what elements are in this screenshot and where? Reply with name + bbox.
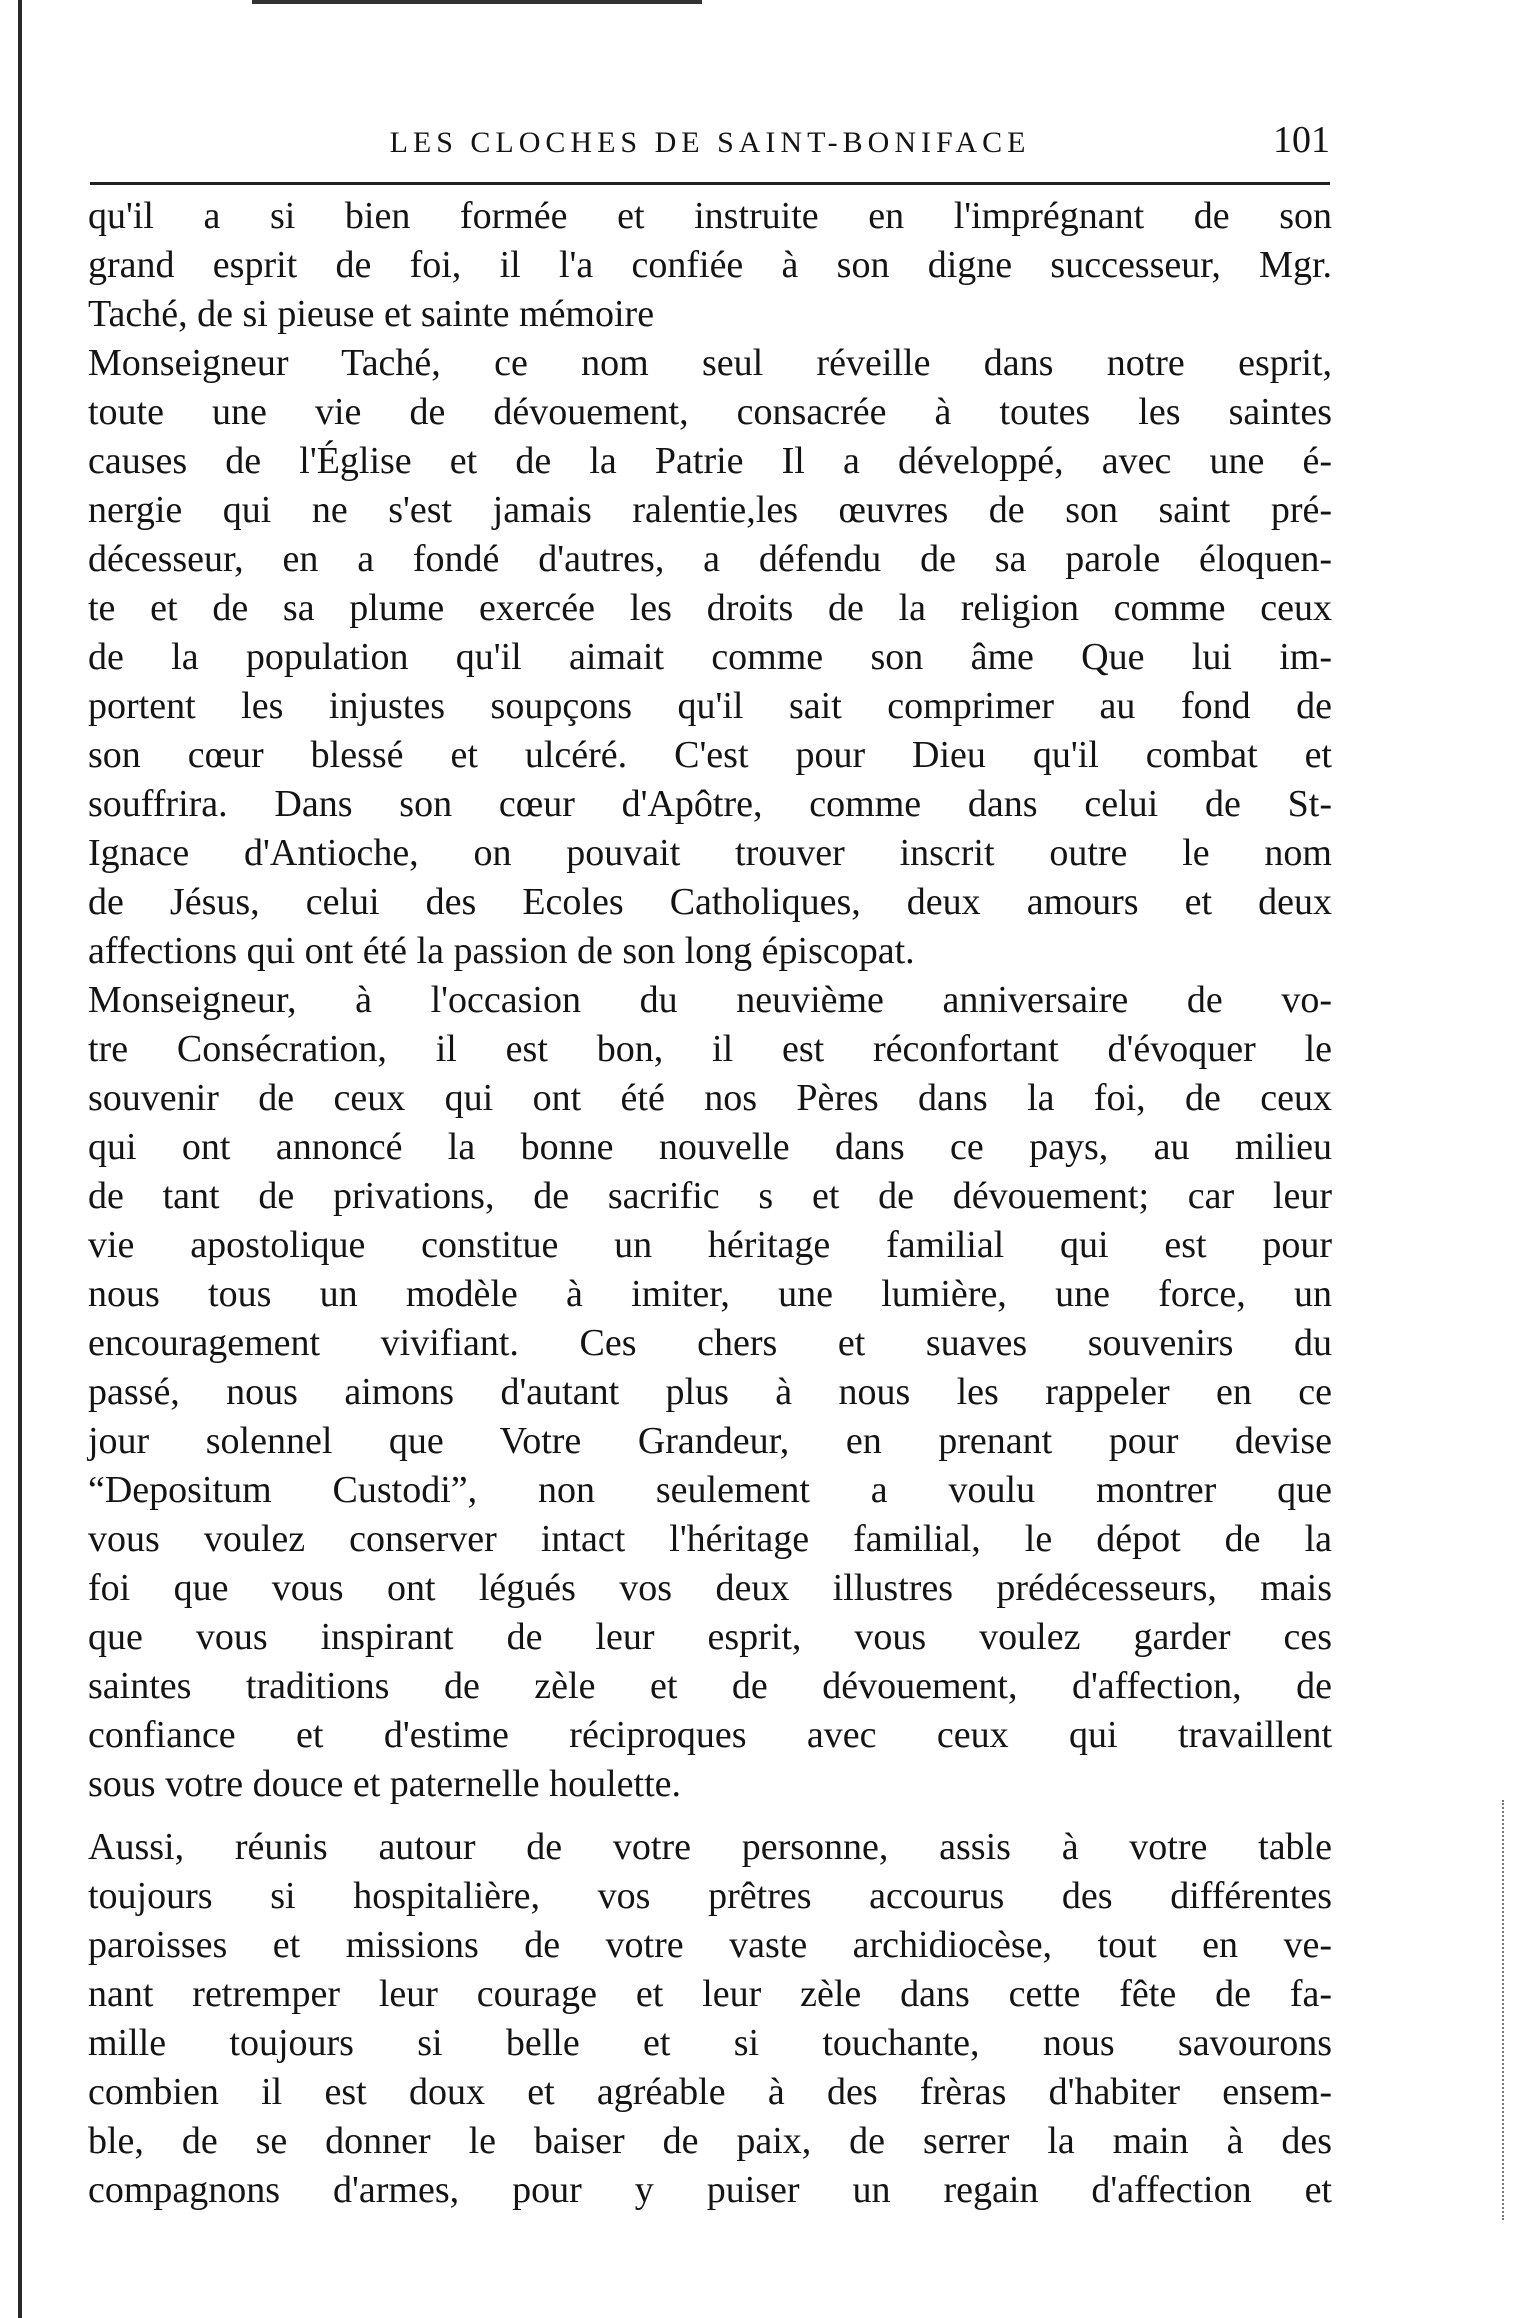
text-line: confiance et d'estime réciproques avec ceux qui travaillent [88,1714,1332,1756]
text-line: souffrira. Dans son cœur d'Apôtre, comme dans celui de St- [88,783,1332,825]
text-line: grand esprit de foi, il l'a confiée à son digne successeur, Mgr. [88,244,1332,286]
text-line: foi que vous ont légués vos deux illustres prédécesseurs, mais [88,1567,1332,1609]
text-line: tre Consécration, il est bon, il est réconfortant d'évoquer le [88,1028,1332,1070]
text-line: portent les injustes soupçons qu'il sait comprimer au fond de [88,685,1332,727]
text-line: Monseigneur, à l'occasion du neuvième anniversaire de vo- [88,979,1332,1021]
text-line: vie apostolique constitue un héritage familial qui est pour [88,1224,1332,1266]
paragraph [88,192,1332,339]
scan-edge-marks [1499,1800,1504,2220]
text-line: nous tous un modèle à imiter, une lumière, une force, un [88,1273,1332,1315]
text-line: décesseur, en a fondé d'autres, a défendu de sa parole éloquen- [88,538,1332,580]
text-line: souvenir de ceux qui ont été nos Pères dans la foi, de ceux [88,1077,1332,1119]
running-head: LES CLOCHES DE SAINT-BONIFACE [389,126,1031,159]
text-line: encouragement vivifiant. Ces chers et suaves souvenirs du [88,1322,1332,1364]
paragraph [88,1823,1332,2215]
text-line: mille toujours si belle et si touchante, nous savourons [88,2022,1332,2064]
text-line: “Depositum Custodi”, non seulement a voulu montrer que [88,1469,1332,1511]
page-header [90,118,1330,188]
page-number: 101 [1273,119,1330,161]
paragraph [88,339,1332,976]
text-line: passé, nous aimons d'autant plus à nous les rappeler en ce [88,1371,1332,1413]
text-line: jour solennel que Votre Grandeur, en prenant pour devise [88,1420,1332,1462]
text-line: Aussi, réunis autour de votre personne, assis à votre table [88,1826,1332,1868]
text-line: nant retremper leur courage et leur zèle dans cette fête de fa- [88,1973,1332,2015]
text-line: saintes traditions de zèle et de dévouement, d'affection, de [88,1665,1332,1707]
text-line: de tant de privations, de sacrific s et de dévouement; car leur [88,1175,1332,1217]
text-line: Ignace d'Antioche, on pouvait trouver inscrit outre le nom [88,832,1332,874]
paragraph-gap [88,1809,1332,1823]
text-line: ble, de se donner le baiser de paix, de serrer la main à des [88,2120,1332,2162]
text-line: causes de l'Église et de la Patrie Il a développé, avec une é- [88,440,1332,482]
text-line: Taché, de si pieuse et sainte mémoire [88,293,655,335]
text-line: affections qui ont été la passion de son long épiscopat. [88,930,915,972]
header-rule [90,182,1330,185]
text-line: Monseigneur Taché, ce nom seul réveille dans notre esprit, [88,342,1332,384]
body-text [88,192,1332,2215]
top-scan-rule [252,0,702,4]
text-line: sous votre douce et paternelle houlette. [88,1763,682,1805]
text-line: paroisses et missions de votre vaste archidiocèse, tout en ve- [88,1924,1332,1966]
text-line: que vous inspirant de leur esprit, vous voulez garder ces [88,1616,1332,1658]
text-line: nergie qui ne s'est jamais ralentie,les œuvres de son saint pré- [88,489,1332,531]
text-line: toujours si hospitalière, vos prêtres accourus des différentes [88,1875,1332,1917]
paragraph [88,976,1332,1809]
text-line: vous voulez conserver intact l'héritage familial, le dépot de la [88,1518,1332,1560]
text-line: te et de sa plume exercée les droits de la religion comme ceux [88,587,1332,629]
text-line: combien il est doux et agréable à des frèras d'habiter ensem- [88,2071,1332,2113]
text-line: compagnons d'armes, pour y puiser un regain d'affection et [88,2169,1332,2211]
page-binding-edge [18,0,22,2318]
text-line: de Jésus, celui des Ecoles Catholiques, deux amours et deux [88,881,1332,923]
text-line: toute une vie de dévouement, consacrée à toutes les saintes [88,391,1332,433]
text-line: qu'il a si bien formée et instruite en l'imprégnant de son [88,195,1332,237]
text-line: son cœur blessé et ulcéré. C'est pour Dieu qu'il combat et [88,734,1332,776]
text-line: qui ont annoncé la bonne nouvelle dans ce pays, au milieu [88,1126,1332,1168]
text-line: de la population qu'il aimait comme son âme Que lui im- [88,636,1332,678]
